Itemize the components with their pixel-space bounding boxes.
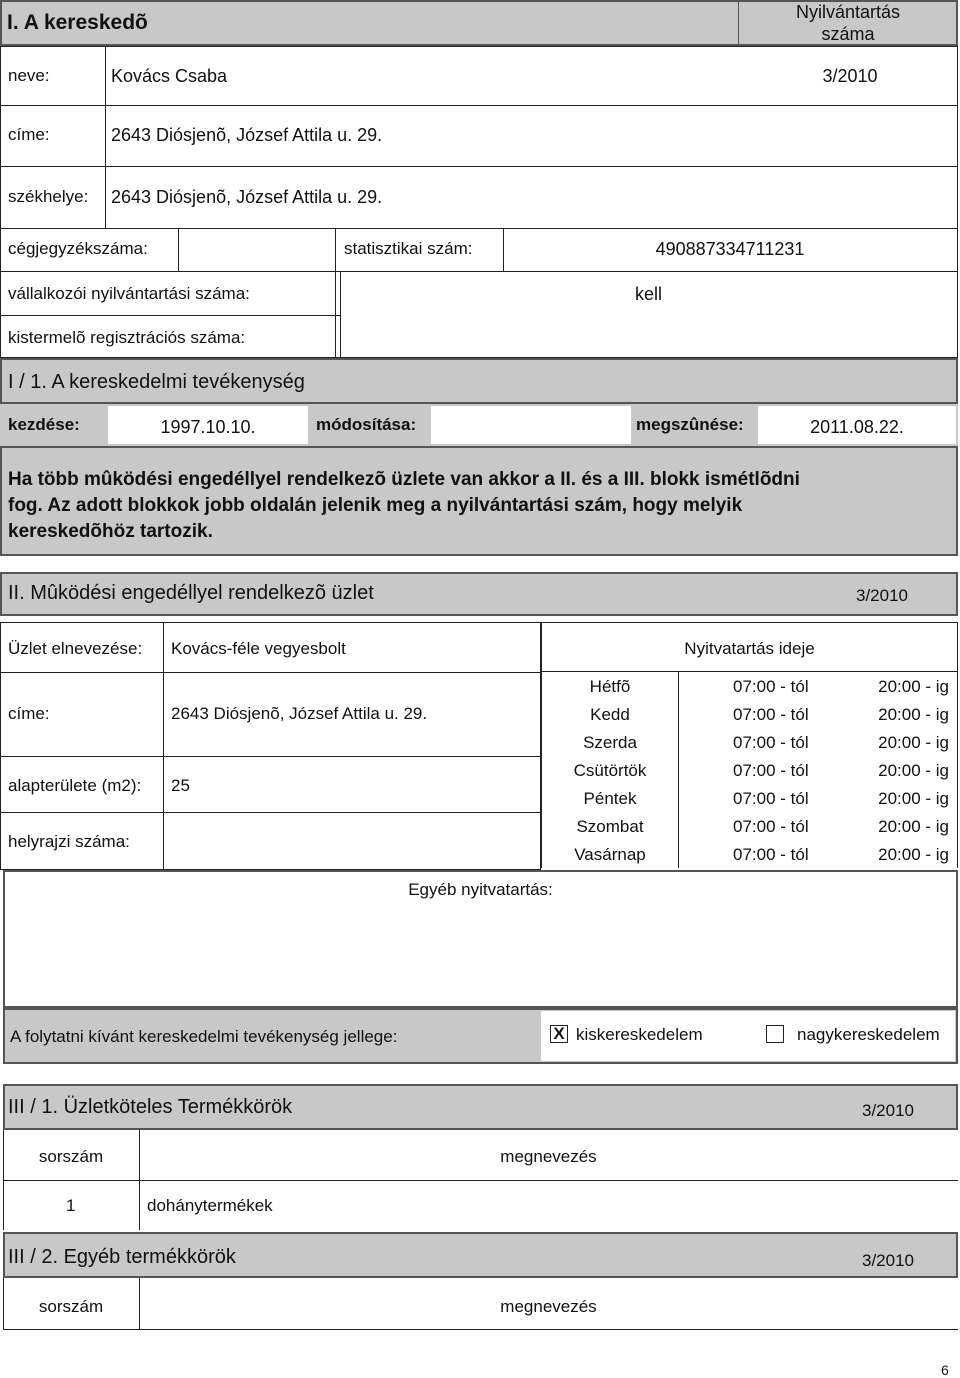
col-name-header: megnevezés bbox=[500, 1147, 597, 1166]
other-col-name-header: megnevezés bbox=[500, 1297, 597, 1316]
start-value: 1997.10.10. bbox=[160, 417, 256, 437]
reg-label-2: száma bbox=[821, 24, 875, 44]
stat-value: 490887334711231 bbox=[655, 239, 805, 259]
hours-row bbox=[541, 756, 958, 784]
open-to: 20:00 - ig bbox=[878, 845, 949, 864]
hours-title: Nyitvatartás ideje bbox=[684, 639, 815, 658]
shop-name-label: Üzlet elnevezése: bbox=[8, 639, 143, 658]
day-label: Csütörtök bbox=[573, 761, 647, 780]
reg-label-1: Nyilvántartás bbox=[795, 2, 901, 22]
end-value: 2011.08.22. bbox=[810, 417, 904, 437]
hours-row bbox=[541, 812, 958, 840]
notice-line-3: kereskedõhöz tartozik. bbox=[8, 521, 213, 542]
day-label: Szombat bbox=[576, 817, 644, 836]
end-label: megszûnése: bbox=[636, 415, 744, 434]
col-number-header: sorszám bbox=[38, 1147, 104, 1166]
open-from: 07:00 - tól bbox=[733, 845, 809, 864]
day-label: Szerda bbox=[583, 733, 637, 752]
hours-row bbox=[541, 672, 958, 700]
open-to: 20:00 - ig bbox=[878, 789, 949, 808]
merchant-reg-number: 3/2010 bbox=[822, 66, 878, 86]
other-products-reg-number: 3/2010 bbox=[862, 1251, 914, 1270]
activity-title: I / 1. A kereskedelmi tevékenység bbox=[8, 371, 305, 393]
open-from: 07:00 - tól bbox=[733, 789, 809, 808]
stat-label: statisztikai szám: bbox=[344, 239, 473, 258]
open-to: 20:00 - ig bbox=[878, 705, 949, 724]
open-from: 07:00 - tól bbox=[733, 817, 809, 836]
shop-address: 2643 Diósjenõ, József Attila u. 29. bbox=[171, 704, 428, 723]
shop-area: 25 bbox=[171, 776, 190, 795]
open-from: 07:00 - tól bbox=[733, 677, 809, 696]
notice-line-2: fog. Az adott blokkok jobb oldalán jelenik meg a nyilvántartási szám, hogy melyik bbox=[8, 495, 743, 516]
other-col-number-header: sorszám bbox=[38, 1297, 104, 1316]
shop-area-label: alapterülete (m2): bbox=[8, 776, 142, 795]
name-label: neve: bbox=[8, 66, 50, 85]
other-products-title: III / 2. Egyéb termékkörök bbox=[8, 1246, 236, 1268]
open-from: 07:00 - tól bbox=[733, 761, 809, 780]
open-to: 20:00 - ig bbox=[878, 817, 949, 836]
entrepreneur-label: vállalkozói nyilvántartási száma: bbox=[8, 284, 250, 303]
parcel-label: helyrajzi száma: bbox=[8, 832, 130, 851]
wholesale-label: nagykereskedelem bbox=[797, 1025, 940, 1044]
nature-label: A folytatni kívánt kereskedelmi tevékenység jellege: bbox=[10, 1027, 398, 1046]
hours-row bbox=[541, 840, 958, 868]
shop-reg-number: 3/2010 bbox=[856, 586, 908, 605]
page-number: 6 bbox=[941, 1362, 949, 1378]
merchant-name: Kovács Csaba bbox=[111, 66, 228, 86]
seat-label: székhelye: bbox=[8, 187, 89, 206]
shop-title: II. Mûködési engedéllyel rendelkezõ üzlet bbox=[8, 582, 374, 604]
modified-label: módosítása: bbox=[316, 415, 417, 434]
products-title: III / 1. Üzletköteles Termékkörök bbox=[8, 1096, 293, 1118]
row-number: 1 bbox=[66, 1196, 76, 1215]
company-reg-label: cégjegyzékszáma: bbox=[8, 239, 148, 258]
day-label: Vasárnap bbox=[574, 845, 646, 864]
retail-checkbox[interactable]: X bbox=[550, 1025, 568, 1043]
wholesale-checkbox[interactable] bbox=[766, 1025, 784, 1043]
open-to: 20:00 - ig bbox=[878, 761, 949, 780]
other-hours-label: Egyéb nyitvatartás: bbox=[408, 880, 553, 899]
producer-label: kistermelõ regisztrációs száma: bbox=[8, 328, 246, 347]
products-reg-number: 3/2010 bbox=[862, 1101, 914, 1120]
shop-address-label: címe: bbox=[8, 704, 50, 723]
hours-row bbox=[541, 700, 958, 728]
day-label: Péntek bbox=[583, 789, 637, 808]
start-label: kezdése: bbox=[8, 415, 80, 434]
merchant-address: 2643 Diósjenõ, József Attila u. 29. bbox=[111, 125, 383, 145]
address-label: címe: bbox=[8, 125, 50, 144]
row-name: dohánytermékek bbox=[147, 1196, 273, 1215]
entrepreneur-value: kell bbox=[634, 284, 662, 304]
day-label: Kedd bbox=[590, 705, 630, 724]
retail-label: kiskereskedelem bbox=[576, 1025, 703, 1044]
open-from: 07:00 - tól bbox=[733, 733, 809, 752]
shop-name: Kovács-féle vegyesbolt bbox=[171, 639, 346, 658]
open-from: 07:00 - tól bbox=[733, 705, 809, 724]
notice-line-1: Ha több mûködési engedéllyel rendelkezõ üzlete van akkor a II. és a III. blokk ismétlõdni bbox=[8, 469, 800, 490]
merchant-seat: 2643 Diósjenõ, József Attila u. 29. bbox=[111, 187, 383, 207]
section-title: I. A kereskedõ bbox=[7, 11, 148, 34]
hours-row bbox=[541, 784, 958, 812]
hours-table bbox=[541, 672, 958, 868]
open-to: 20:00 - ig bbox=[878, 733, 949, 752]
hours-row bbox=[541, 728, 958, 756]
open-to: 20:00 - ig bbox=[878, 677, 949, 696]
day-label: Hétfõ bbox=[589, 677, 631, 696]
